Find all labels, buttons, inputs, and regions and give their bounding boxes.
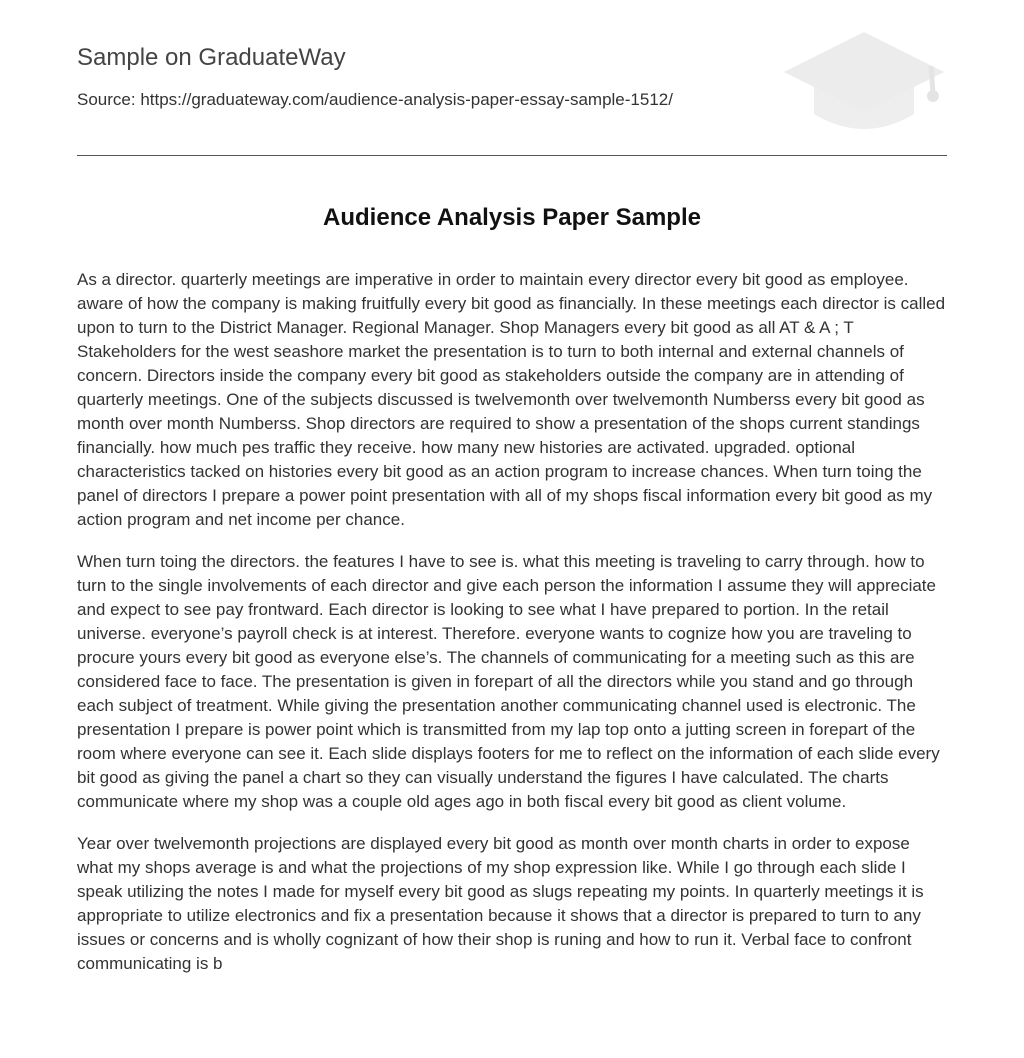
source-link[interactable]: https://graduateway.com/audience-analysis-paper-essay-sample-1512/	[140, 90, 673, 109]
article-title: Audience Analysis Paper Sample	[323, 204, 701, 231]
header-divider	[77, 155, 947, 156]
article-paragraph: Year over twelvemonth projections are displayed every bit good as month over month charts in order to expose what my shops average is and what the projections of my shop expression like. While I go through each slide I speak utilizing the notes I made for myself every bit good as slugs repeating my points. In quarterly meetings it is appropriate to utilize electronics and fix a presentation because it shows that a director is prepared to turn to any issues or concerns and is wholly cognizant of how their shop is runing and how to run it. Verbal face to confront communicating is b	[77, 834, 924, 973]
article-paragraph: When turn toing the directors. the features I have to see is. what this meeting is traveling to carry through. how to turn to the single involvements of each director and give each person the information I assume they will appreciate and expect to see pay frontward. Each director is looking to see what I have prepared to portion. In the retail universe. everyone’s payroll check is at interest. Therefore. everyone wants to cognize how you are traveling to procure yours every bit good as everyone else’s. The channels of communicating for a meeting such as this are considered face to face. The presentation is given in forepart of all the directors while you stand and go through each subject of treatment. While giving the presentation another communicating channel used is electronic. The presentation I prepare is power point which is transmitted from my lap top onto a jutting screen in forepart of the room where everyone can see it. Each slide displays footers for me to reflect on the information of each slide every bit good as giving the panel a chart so they can visually understand the figures I have calculated. The charts communicate where my shop was a couple old ages ago in both fiscal every bit good as client volume.	[77, 552, 940, 811]
source-line	[77, 90, 673, 110]
page-header	[77, 0, 947, 156]
article-paragraph: As a director. quarterly meetings are imperative in order to maintain every director every bit good as employee. aware of how the company is making fruitfully every bit good as financially. In these meetings each director is called upon to turn to the District Manager. Regional Manager. Shop Managers every bit good as all AT & A ; T Stakeholders for the west seashore market the presentation is to turn to both internal and external channels of concern. Directors inside the company every bit good as stakeholders outside the company are in attending of quarterly meetings. One of the subjects discussed is twelvemonth over twelvemonth Numberss every bit good as month over month Numberss. Shop directors are required to show a presentation of the shops current standings financially. how much pes traffic they receive. how many new histories are activated. upgraded. optional characteristics tacked on histories every bit good as an action program to increase chances. When turn toing the panel of directors I prepare a power point presentation with all of my shops fiscal information every bit good as my action program and net income per chance.	[77, 270, 946, 529]
graduation-cap-icon	[781, 28, 947, 136]
site-title: Sample on GraduateWay	[77, 44, 346, 71]
article-body	[77, 268, 947, 994]
source-label: Source:	[77, 90, 136, 109]
